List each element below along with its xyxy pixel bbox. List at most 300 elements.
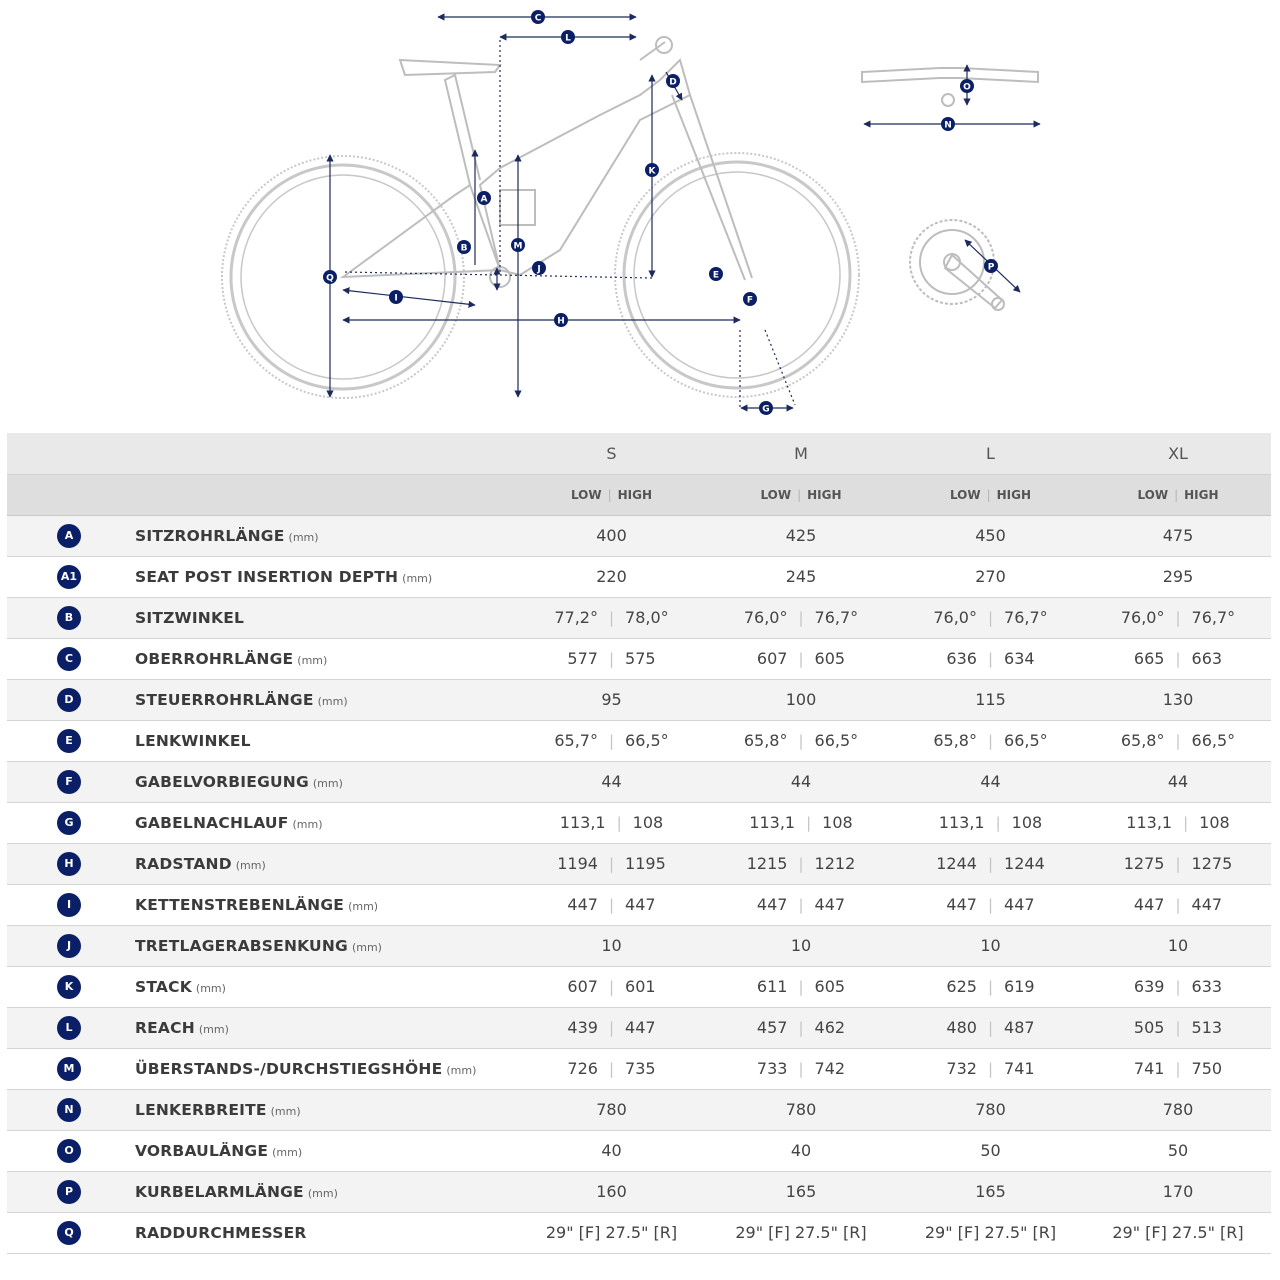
value-high: 447 [1004, 895, 1035, 914]
value-high: 447 [1191, 895, 1223, 914]
value-low: 741 [1133, 1059, 1165, 1078]
value-high: 108 [632, 813, 664, 832]
size-value-cell [1085, 925, 1271, 966]
row-unit: (mm) [198, 1023, 229, 1036]
value-separator: | [798, 978, 804, 996]
value: 10 [980, 936, 1001, 955]
value-separator: | [1175, 855, 1181, 873]
row-unit: (mm) [446, 1064, 477, 1077]
geometry-row [7, 556, 1271, 597]
svg-text:Q: Q [326, 273, 334, 284]
row-key-badge: C [57, 647, 81, 671]
value-high: 1275 [1191, 854, 1233, 873]
value-high: 750 [1191, 1059, 1223, 1078]
size-value-cell [517, 515, 706, 556]
value-separator: | [987, 896, 994, 914]
value-separator: | [1175, 609, 1181, 627]
size-value-cell [1085, 802, 1271, 843]
value-low: 113,1 [749, 813, 796, 832]
value-separator: | [608, 650, 615, 668]
value-high: 78,0° [625, 608, 669, 627]
value-high: 741 [1004, 1059, 1035, 1078]
row-key-badge: P [57, 1180, 81, 1204]
size-value-cell [706, 1130, 896, 1171]
value-separator: | [798, 650, 804, 668]
value-separator: | [1175, 1060, 1181, 1078]
value-low: 447 [946, 895, 977, 914]
value: 245 [785, 567, 817, 586]
size-value-cell [517, 1007, 706, 1048]
value: 44 [1167, 772, 1189, 791]
value-high: 108 [1199, 813, 1230, 832]
size-value-cell [706, 966, 896, 1007]
value-low: 1215 [746, 854, 788, 873]
value: 44 [980, 772, 1001, 791]
size-value-cell [1085, 884, 1271, 925]
value-low: 607 [756, 649, 788, 668]
mode-low-label: LOW [570, 487, 602, 502]
value-separator: | [1183, 814, 1189, 832]
value-separator: | [995, 814, 1001, 832]
mode-high-label: HIGH [807, 487, 842, 502]
size-value-cell [1085, 1048, 1271, 1089]
size-value-cell [896, 843, 1085, 884]
handlebar-detail [862, 65, 1040, 124]
size-value-cell [896, 1048, 1085, 1089]
size-value-cell [517, 638, 706, 679]
value: 780 [596, 1100, 627, 1119]
value: 100 [785, 690, 817, 709]
size-value-cell [1085, 556, 1271, 597]
row-label: KURBELARMLÄNGE [135, 1183, 304, 1201]
value-separator: | [987, 732, 994, 750]
value-separator: | [1175, 896, 1181, 914]
value-low: 505 [1133, 1018, 1165, 1037]
value-separator: | [1175, 1019, 1181, 1037]
mode-separator: | [797, 487, 802, 502]
value-high: 742 [814, 1059, 846, 1078]
value-low: 1194 [557, 854, 598, 873]
row-label: LENKWINKEL [135, 732, 251, 750]
row-label: STACK [135, 978, 192, 996]
size-value-cell [1085, 1130, 1271, 1171]
svg-text:D: D [669, 77, 677, 88]
row-key-badge: A [57, 524, 81, 548]
size-value-cell [517, 1171, 706, 1212]
value-low: 439 [567, 1018, 598, 1037]
size-value-cell [517, 1048, 706, 1089]
size-value-cell [517, 802, 706, 843]
value: 780 [975, 1100, 1006, 1119]
value-separator: | [608, 609, 615, 627]
size-value-cell [896, 884, 1085, 925]
diagram-marker [645, 163, 659, 177]
value: 29" [F] 27.5" [R] [735, 1223, 867, 1242]
geometry-rows [7, 515, 1271, 1253]
size-value-cell [1085, 720, 1271, 761]
value-separator: | [987, 1019, 994, 1037]
value: 270 [975, 567, 1006, 586]
value-high: 66,5° [1004, 731, 1048, 750]
value-high: 1212 [814, 854, 856, 873]
value: 160 [596, 1182, 627, 1201]
value-separator: | [616, 814, 622, 832]
row-label: REACH [135, 1019, 195, 1037]
row-key-badge: J [57, 934, 81, 958]
mode-low-label: LOW [760, 487, 792, 502]
value-separator: | [1175, 650, 1181, 668]
value-high: 447 [814, 895, 846, 914]
row-unit: (mm) [348, 900, 379, 913]
value-high: 76,7° [814, 608, 859, 627]
size-value-cell [1085, 597, 1271, 638]
geometry-row [7, 884, 1271, 925]
geometry-row [7, 1171, 1271, 1212]
row-unit: (mm) [272, 1146, 303, 1159]
size-value-cell [1085, 966, 1271, 1007]
row-key-badge: K [57, 975, 81, 999]
value: 40 [601, 1141, 622, 1160]
diagram-marker [561, 30, 575, 44]
frame [343, 37, 752, 287]
value: 780 [785, 1100, 817, 1119]
value-high: 447 [625, 1018, 656, 1037]
value-high: 1195 [625, 854, 666, 873]
size-value-cell [896, 638, 1085, 679]
size-value-cell [517, 597, 706, 638]
size-value-cell [1085, 761, 1271, 802]
svg-text:O: O [963, 82, 971, 93]
value-low: 732 [946, 1059, 977, 1078]
value: 425 [785, 526, 817, 545]
size-header: XL [1168, 443, 1188, 463]
size-value-cell [706, 761, 896, 802]
value-low: 457 [756, 1018, 788, 1037]
value-separator: | [608, 978, 615, 996]
size-value-cell [896, 925, 1085, 966]
value-high: 76,7° [1004, 608, 1048, 627]
size-header: M [794, 443, 808, 463]
row-unit: (mm) [312, 777, 343, 790]
size-value-cell [896, 1130, 1085, 1171]
value: 450 [975, 526, 1006, 545]
row-label: GABELVORBIEGUNG [135, 773, 309, 791]
size-value-cell [1085, 1007, 1271, 1048]
value-separator: | [987, 1060, 994, 1078]
size-value-cell [896, 720, 1085, 761]
value-separator: | [798, 896, 804, 914]
value-high: 619 [1004, 977, 1035, 996]
row-unit: (mm) [307, 1187, 338, 1200]
value-separator: | [798, 609, 804, 627]
diagram-marker [941, 117, 955, 131]
value: 400 [596, 526, 627, 545]
svg-text:E: E [712, 270, 720, 281]
size-value-cell [706, 556, 896, 597]
geometry-row [7, 802, 1271, 843]
geometry-table [7, 433, 1271, 1254]
row-key-badge: F [57, 770, 81, 794]
size-value-cell [896, 966, 1085, 1007]
svg-text:F: F [746, 295, 754, 306]
row-label: KETTENSTREBENLÄNGE [135, 896, 345, 914]
value-high: 76,7° [1191, 608, 1236, 627]
row-unit: (mm) [270, 1105, 301, 1118]
svg-text:I: I [394, 293, 398, 304]
mode-low-label: LOW [949, 487, 981, 502]
svg-text:P: P [987, 262, 995, 273]
diagram-marker [554, 313, 568, 327]
size-value-cell [706, 1212, 896, 1253]
size-value-cell [896, 597, 1085, 638]
size-value-cell [1085, 843, 1271, 884]
value-high: 605 [814, 649, 846, 668]
value-high: 66,5° [814, 731, 859, 750]
svg-text:M: M [513, 241, 523, 252]
value: 10 [790, 936, 812, 955]
value-separator: | [1175, 732, 1181, 750]
row-label: LENKERBREITE [135, 1101, 267, 1119]
value-high: 513 [1191, 1018, 1223, 1037]
svg-text:H: H [557, 316, 565, 327]
geometry-row [7, 1130, 1271, 1171]
value-low: 113,1 [1126, 813, 1173, 832]
svg-text:A: A [480, 194, 488, 205]
value-separator: | [798, 855, 804, 873]
size-value-cell [1085, 1171, 1271, 1212]
row-unit: (mm) [235, 859, 266, 872]
size-value-cell [706, 1171, 896, 1212]
row-key-badge: G [57, 811, 81, 835]
value-high: 447 [625, 895, 656, 914]
value-separator: | [608, 1060, 615, 1078]
row-unit: (mm) [297, 654, 328, 667]
value-low: 1275 [1123, 854, 1165, 873]
size-value-cell [517, 761, 706, 802]
row-key-badge: A1 [57, 565, 81, 589]
size-header: L [986, 443, 995, 463]
diagram-marker [457, 240, 471, 254]
row-key-badge: L [57, 1016, 81, 1040]
row-label: SITZWINKEL [135, 609, 245, 627]
value-low: 77,2° [554, 608, 598, 627]
value-low: 625 [946, 977, 977, 996]
value-low: 113,1 [559, 813, 606, 832]
size-value-cell [896, 1089, 1085, 1130]
size-value-cell [896, 515, 1085, 556]
value-low: 113,1 [938, 813, 985, 832]
mode-separator: | [986, 487, 991, 502]
size-value-cell [1085, 1089, 1271, 1130]
size-value-cell [706, 843, 896, 884]
diagram-marker [477, 191, 491, 205]
value: 29" [F] 27.5" [R] [924, 1223, 1057, 1242]
mode-header [517, 474, 706, 515]
size-value-cell [517, 556, 706, 597]
svg-text:B: B [460, 243, 468, 254]
row-key-badge: Q [57, 1221, 81, 1245]
size-value-cell [706, 1048, 896, 1089]
row-key-badge: N [57, 1098, 81, 1122]
svg-text:L: L [565, 33, 571, 44]
row-label: STEUERROHRLÄNGE [135, 691, 314, 709]
value-separator: | [798, 732, 804, 750]
crank-detail [910, 220, 1020, 310]
size-value-cell [896, 1171, 1085, 1212]
geometry-row [7, 597, 1271, 638]
value-separator: | [608, 896, 615, 914]
bike-geometry-diagram [0, 0, 1280, 432]
value-separator: | [608, 732, 615, 750]
value-separator: | [798, 1060, 804, 1078]
mode-header [1085, 474, 1271, 515]
value: 50 [1167, 1141, 1189, 1160]
row-label: OBERROHRLÄNGE [135, 650, 294, 668]
size-value-cell [517, 843, 706, 884]
value-high: 66,5° [1191, 731, 1236, 750]
svg-text:C: C [534, 13, 542, 24]
size-value-cell [1085, 638, 1271, 679]
mode-header [706, 474, 896, 515]
size-value-cell [706, 679, 896, 720]
row-key-badge: E [57, 729, 81, 753]
value-low: 65,8° [933, 731, 977, 750]
row-key-badge: M [57, 1057, 81, 1081]
value-separator: | [608, 1019, 615, 1037]
mode-high-label: HIGH [996, 487, 1032, 502]
value-high: 634 [1004, 649, 1035, 668]
diagram-marker [984, 259, 998, 273]
value: 165 [785, 1182, 817, 1201]
row-key-badge: O [57, 1139, 81, 1163]
row-unit: (mm) [195, 982, 226, 995]
size-value-cell [896, 556, 1085, 597]
row-unit: (mm) [288, 531, 319, 544]
size-value-cell [896, 679, 1085, 720]
size-value-cell [706, 925, 896, 966]
geometry-row [7, 515, 1271, 556]
size-value-cell [517, 966, 706, 1007]
geometry-row [7, 1212, 1271, 1253]
value-high: 108 [1011, 813, 1043, 832]
row-key-badge: D [57, 688, 81, 712]
size-header: S [606, 443, 617, 463]
geometry-row [7, 761, 1271, 802]
size-value-cell [517, 1089, 706, 1130]
row-label: RADDURCHMESSER [135, 1224, 307, 1242]
diagram-marker [960, 79, 974, 93]
value-low: 447 [1133, 895, 1165, 914]
value-separator: | [987, 978, 994, 996]
size-value-cell [896, 761, 1085, 802]
size-value-cell [706, 1089, 896, 1130]
value: 44 [601, 772, 622, 791]
diagram-marker [389, 290, 403, 304]
svg-text:K: K [648, 166, 656, 177]
value-low: 1244 [936, 854, 977, 873]
size-value-cell [517, 884, 706, 925]
value-low: 65,8° [1120, 731, 1165, 750]
value-high: 601 [625, 977, 656, 996]
value-low: 636 [946, 649, 977, 668]
value-separator: | [806, 814, 812, 832]
value: 780 [1162, 1100, 1194, 1119]
size-value-cell [517, 1130, 706, 1171]
size-value-cell [706, 597, 896, 638]
size-value-cell [896, 802, 1085, 843]
geometry-row [7, 638, 1271, 679]
geometry-row [7, 925, 1271, 966]
diagram-marker [743, 292, 757, 306]
diagram-marker [532, 261, 546, 275]
geometry-row [7, 966, 1271, 1007]
value-low: 480 [946, 1018, 977, 1037]
value-low: 65,8° [743, 731, 788, 750]
geometry-row [7, 720, 1271, 761]
value: 10 [601, 936, 622, 955]
row-unit: (mm) [292, 818, 323, 831]
value-high: 735 [625, 1059, 656, 1078]
value-separator: | [798, 1019, 804, 1037]
diagram-marker [666, 74, 680, 88]
value: 165 [975, 1182, 1006, 1201]
size-header-row [7, 433, 1271, 474]
value-low: 733 [756, 1059, 788, 1078]
size-value-cell [517, 1212, 706, 1253]
size-value-cell [517, 720, 706, 761]
size-value-cell [706, 1007, 896, 1048]
row-label: GABELNACHLAUF [135, 814, 289, 832]
mode-high-label: HIGH [1184, 487, 1219, 502]
row-unit: (mm) [317, 695, 348, 708]
value: 95 [601, 690, 622, 709]
size-value-cell [1085, 1212, 1271, 1253]
value-separator: | [987, 609, 994, 627]
diagram-marker [709, 267, 723, 281]
value: 170 [1162, 1182, 1194, 1201]
value-low: 639 [1133, 977, 1165, 996]
value: 10 [1167, 936, 1189, 955]
size-value-cell [896, 1007, 1085, 1048]
value-low: 76,0° [1120, 608, 1165, 627]
row-label: RADSTAND [135, 855, 232, 873]
size-value-cell [1085, 679, 1271, 720]
dimension-lines [330, 17, 795, 408]
value-high: 1244 [1004, 854, 1045, 873]
diagram-marker [531, 10, 545, 24]
mode-separator: | [1174, 487, 1179, 502]
value-high: 487 [1004, 1018, 1035, 1037]
row-label: SEAT POST INSERTION DEPTH [135, 568, 399, 586]
value-high: 633 [1191, 977, 1223, 996]
row-label: SITZROHRLÄNGE [135, 527, 285, 545]
size-value-cell [1085, 515, 1271, 556]
size-value-cell [706, 638, 896, 679]
size-value-cell [517, 925, 706, 966]
row-label: VORBAULÄNGE [135, 1142, 269, 1160]
value-separator: | [987, 855, 994, 873]
value-high: 575 [625, 649, 656, 668]
svg-text:N: N [944, 120, 952, 131]
row-unit: (mm) [351, 941, 382, 954]
value-high: 605 [814, 977, 846, 996]
value-low: 76,0° [743, 608, 788, 627]
diagram-marker [511, 238, 525, 252]
row-key-badge: I [57, 893, 81, 917]
size-value-cell [896, 1212, 1085, 1253]
row-label: ÜBERSTANDS-/DURCHSTIEGSHÖHE [135, 1060, 443, 1078]
value: 220 [596, 567, 627, 586]
